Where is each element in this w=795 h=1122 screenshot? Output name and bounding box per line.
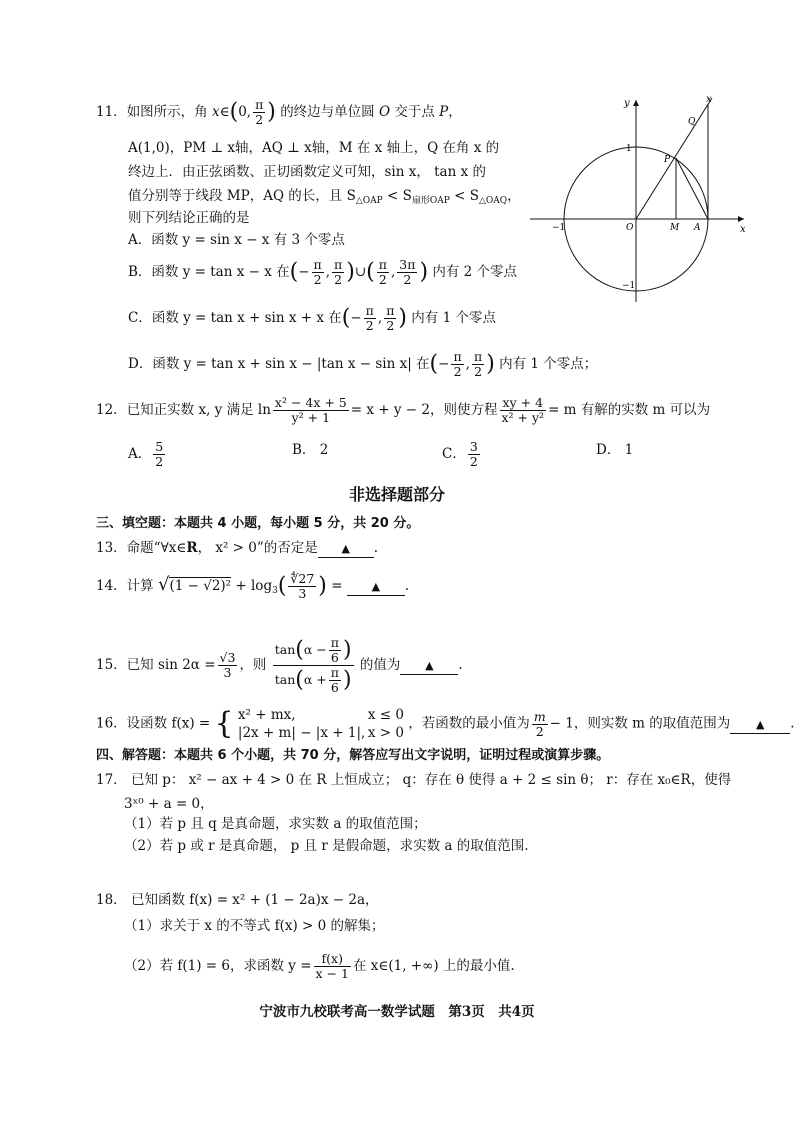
q11-line3: 终边上．由正弦函数、正切函数定义可知，sin x， tan x 的 [128,164,486,180]
pi-over-2: $\frac{\pi}{2}$ [255,97,264,127]
q16: 16．设函数 f(x) = { x² + mx, x ≤ 0 |2x + m| − |x + 1|, x > 0 ，若函数的最小值为 $\frac{m}{2}$ − 1，则实数 m 的取值范围为 ▲ . [96,706,795,741]
q18-part2: （2）若 f(1) = 6，求函数 y = $\frac{f(x)}{x - 1}$ 在 x∈(1, +∞) 上的最小值. [124,951,515,981]
q17-line1: 17． 已知 p： x² − ax + 4 > 0 在 R 上恒成立； q：存在 θ 使得 a + 2 ≤ sin θ； r：存在 x₀∈R，使得 [96,772,732,788]
q17-line2: 3ˣ⁰ + a = 0， [124,796,214,812]
label-p: P [664,155,671,165]
q12-option-c: C． $\frac{3}{2}$ [442,439,478,469]
page-footer: 宁波市九校联考高一数学试题 第3页 共4页 [259,1004,535,1020]
q11-line2: A(1,0)，PM ⊥ x轴，AQ ⊥ x轴，M 在 x 轴上，Q 在角 x 的 [128,140,500,156]
section-title: 非选择题部分 [348,485,445,504]
terminal-ray [636,98,712,219]
q11-option-a: A．函数 y = sin x − x 有 3 个零点 [128,232,345,248]
q11-option-b: B．函数 y = tan x − x 在(− $\frac{\pi}{2}$ , $\frac{\pi}{2}$ )∪( $\frac{\pi}{2}$ , $\frac{3\pi}{2}$ ) 内有 2 个零点 [128,257,517,287]
q15: 15．已知 sin 2α = $\frac{√3}{3}$ ，则 tan(α − $\frac{\pi}{6}$ ) tan(α + $\frac{\pi}{6}$ ) 的值为 ▲ . [96,635,463,695]
q12-option-b: B． 2 [292,442,329,458]
q12-option-d: D． 1 [596,442,634,458]
unit-circle-figure [526,92,752,306]
segment-pa [676,158,708,219]
q11-option-c: C．函数 y = tan x + sin x + x 在(− $\frac{\pi}{2}$ , $\frac{\pi}{2}$ ) 内有 1 个零点 [128,303,496,333]
section-4-heading: 四、解答题：本题共 6 个小题，共 70 分，解答应写出文字说明，证明过程或演算步骤。 [96,748,610,763]
section-3-heading: 三、填空题：本题共 4 小题，每小题 5 分，共 20 分。 [96,516,420,531]
label-m: M [670,223,680,233]
label-o: O [626,223,634,233]
q18-line1: 18． 已知函数 f(x) = x² + (1 − 2a)x − 2a， [96,892,379,908]
q17-part1: （1）若 p 且 q 是真命题，求实数 a 的取值范围； [124,816,427,832]
q13: 13．命题“∀x∈R， x² > 0”的否定是 ▲ . [96,540,379,556]
q12-option-a: A． $\frac{5}{2}$ [128,439,164,469]
label-y: y [624,98,630,109]
label-neg1-y: −1 [622,281,636,291]
label-neg1-x: −1 [552,223,566,233]
q14: 14．计算 $√(1 - √2)^2 + \log_3$( $\frac{∜27}{3}$ ) = ▲ . [96,571,410,601]
label-x: x [740,224,746,235]
q18-part1: （1）求关于 x 的不等式 f(x) > 0 的解集； [124,918,385,934]
q11-line5: 则下列结论正确的是 [128,210,250,226]
label-1: 1 [626,144,632,154]
q12-stem: 12．已知正实数 x, y 满足 ln $\frac{\text{x² − 4x + 5}}{\text{y² + 1}}$ = x + y − 2，则使方程 $\frac{xy + 4}{\text{x² + y²}}$ = m 有解的实数 m 可以为 [96,395,711,425]
label-q: Q [688,117,696,127]
q11-line4: 值分别等于线段 MP，AQ 的长，且 $S_{\triangle OAP} < S_{扇形OAP} < S_{\triangle OAQ}$， [128,188,521,206]
label-a: A [694,223,701,233]
q11-option-d: D．函数 y = tan x + sin x − |tan x − sin x| 在(− $\frac{\pi}{2}$ , $\frac{\pi}{2}$ ) 内有 1 个零点； [128,349,598,379]
label-ray: x [706,94,712,105]
q17-part2: （2）若 p 或 r 是真命题， p 且 r 是假命题，求实数 a 的取值范围. [124,838,529,854]
q11-line1: 11．如图所示，角 x∈(0, $\frac{\pi}{2}$ ) 的终边与单位圆 O 交于点 P， [96,97,462,127]
